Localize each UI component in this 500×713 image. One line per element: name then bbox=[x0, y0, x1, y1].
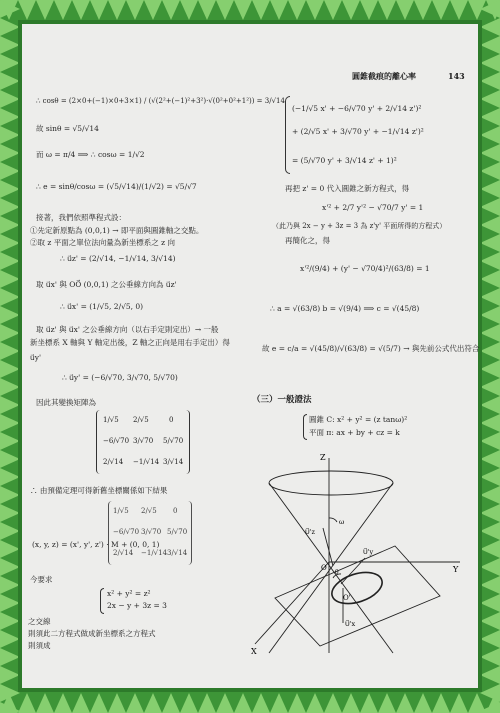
omega-label: ω bbox=[339, 518, 345, 526]
x-axis-line bbox=[255, 562, 329, 644]
center-label: O' bbox=[343, 594, 351, 602]
expansion-line: (−1/√5 x' + −6/√70 y' + 2/√14 z')² bbox=[292, 104, 422, 113]
cutting-plane bbox=[275, 546, 440, 646]
matrix-cell: 3/√14 bbox=[163, 458, 184, 466]
text-line: 接著，我們依照準程式設： bbox=[36, 213, 126, 222]
theta-label: θ bbox=[335, 569, 339, 576]
matrix-cell: 2/√14 bbox=[113, 549, 134, 557]
running-header-title: 圓錐截痕的離心率 bbox=[352, 71, 416, 81]
matrix-cell: 0 bbox=[169, 416, 174, 424]
matrix-cell: 2/√5 bbox=[141, 507, 157, 515]
matrix-cell: −1/√14 bbox=[133, 458, 160, 466]
text-line: 新坐標系 X 軸與 Y 軸定出後，Z 軸之正向是用右手定出）得 bbox=[30, 338, 230, 347]
plane-definition: 平面 π: ax + by + cz = k bbox=[309, 428, 400, 437]
text-line: u⃗y' bbox=[30, 353, 42, 362]
text-line: 再把 z' = 0 代入圓錐之新方程式，得 bbox=[285, 184, 410, 193]
expression-bracket bbox=[285, 96, 290, 174]
cone-plane-diagram bbox=[245, 448, 470, 663]
z-axis-label: Z bbox=[320, 453, 326, 462]
x-axis-label: X bbox=[251, 647, 257, 656]
matrix-cell: 3/√14 bbox=[167, 549, 188, 557]
system-brace bbox=[303, 414, 307, 440]
uz-prime-vector bbox=[323, 528, 333, 566]
text-line: （此乃與 2x − y + 3z = 3 為 z'y' 平面所得的方程式） bbox=[272, 222, 447, 230]
cone-upper-rim bbox=[269, 471, 393, 495]
matrix-cell: −6/√70 bbox=[103, 437, 130, 445]
ellipse-equation: x'² + 2/7 y'² − √70/7 y' = 1 bbox=[322, 203, 424, 212]
text-line: 因此其變換矩陣為 bbox=[36, 398, 96, 407]
ux-prime-label: U⃗'x bbox=[345, 620, 356, 628]
cos-theta-formula: ∴ cosθ = (2×0+(−1)×0+3×1) / (√(2²+(−1)²+3²)·√(0²+0²+1²)) = 3/√14 bbox=[36, 97, 285, 105]
text-line: 則須此二方程式做成新坐標系之方程式 bbox=[28, 629, 156, 638]
result-line: 故 e = c/a = √(45/8)/√(63/8) = √(5/7) → 與先前公式代出符合 bbox=[262, 344, 480, 353]
matrix-cell: 5/√70 bbox=[163, 437, 184, 445]
coordinate-relation: (x, y, z) = (x', y', z') · M + (0, 0, 1) bbox=[32, 540, 160, 549]
y-axis-label: Y bbox=[453, 565, 459, 574]
plane-equation: 2x − y + 3z = 3 bbox=[107, 601, 167, 610]
matrix-cell: 1/√5 bbox=[103, 416, 119, 424]
standard-ellipse-equation: x'²/(9/4) + (y' − √70/4)²/(63/8) = 1 bbox=[300, 264, 430, 273]
axes-line: ∴ a = √(63/8) b = √(9/4) ⟹ c = √(45/8) bbox=[270, 304, 420, 313]
text-line: ①先定新原點為 (0,0,1) → 即平面與圓錐軸之交點。 bbox=[30, 226, 204, 235]
matrix-cell: 1/√5 bbox=[113, 507, 129, 515]
text-line: ②取 z 平面之單位法向量為新坐標系之 z 向 bbox=[30, 238, 175, 247]
transform-matrix-copy bbox=[108, 501, 192, 565]
cone-equation: x² + y² = z² bbox=[107, 589, 151, 598]
matrix-cell: 0 bbox=[173, 507, 178, 515]
matrix-cell: 2/√14 bbox=[103, 458, 124, 466]
matrix-cell: 2/√5 bbox=[133, 416, 149, 424]
section-heading: （三）一般證法 bbox=[252, 395, 312, 405]
transform-matrix bbox=[96, 410, 190, 474]
matrix-cell: 3/√70 bbox=[133, 437, 154, 445]
page-number: 143 bbox=[448, 71, 465, 81]
omega-line: 而 ω = π/4 ⟹ ∴ cosω = 1/√2 bbox=[36, 150, 145, 159]
text-line: 取 u⃗z' 與 u⃗x' 之公垂線方向（以右手定則定出）→ 一般 bbox=[36, 325, 219, 334]
text-line: 再簡化之，得 bbox=[285, 236, 330, 245]
text-line: 今要求 bbox=[30, 575, 53, 584]
matrix-cell: 3/√70 bbox=[141, 528, 162, 536]
matrix-cell: −6/√70 bbox=[113, 528, 140, 536]
matrix-cell: 5/√70 bbox=[167, 528, 188, 536]
uy-vector-line: ∴ u⃗y' = (−6/√70, 3/√70, 5/√70) bbox=[62, 373, 178, 382]
text-line: ∴ 由預備定理可得新舊坐標關係如下結果 bbox=[30, 486, 168, 495]
matrix-cell: −1/√14 bbox=[141, 549, 168, 557]
expansion-line: = (5/√70 y' + 3/√14 z' + 1)² bbox=[292, 156, 397, 165]
text-line: 取 u⃗x' 與 OO⃗ (0,0,1) 之公垂線方向為 u⃗z' bbox=[36, 280, 177, 289]
origin-label: O bbox=[321, 564, 327, 572]
cone-definition: 圓錐 C: x² + y² = (z tanω)² bbox=[309, 415, 408, 424]
expansion-line: + (2/√5 x' + 3/√70 y' + −1/√14 z')² bbox=[292, 127, 424, 136]
eccentricity-line: ∴ e = sinθ/cosω = (√5/√14)/(1/√2) = √5/√7 bbox=[36, 182, 197, 191]
uy-prime-label: U⃗'y bbox=[363, 548, 374, 556]
omega-arc bbox=[329, 518, 337, 522]
system-brace bbox=[100, 588, 104, 614]
uz-vector-line: ∴ u⃗z' = (2/√14, −1/√14, 3/√14) bbox=[60, 254, 176, 263]
text-line: 則須成 bbox=[28, 641, 51, 650]
text-line: 之交線 bbox=[28, 617, 51, 626]
sin-theta-line: 故 sinθ = √5/√14 bbox=[36, 124, 99, 133]
uz-prime-label: U⃗'z bbox=[305, 528, 315, 536]
ux-vector-line: ∴ u⃗x' = (1/√5, 2/√5, 0) bbox=[60, 302, 144, 311]
